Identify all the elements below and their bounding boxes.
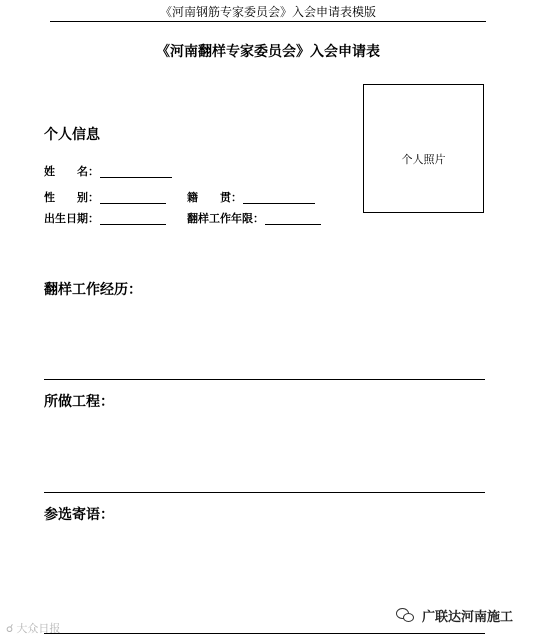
experience-heading: 翻样工作经历： [44,282,142,298]
gender-label: 性 别： [44,191,99,204]
personal-info-heading: 个人信息 [44,127,100,143]
message-heading: 参选寄语： [44,507,114,523]
work-years-input-line[interactable] [265,224,321,225]
birth-field[interactable] [44,212,166,226]
name-input-line[interactable] [100,177,172,178]
experience-rule [44,379,485,380]
source-watermark-text: 大众日报 [16,622,61,635]
page-header: 《河南钢筋专家委员会》入会申请表模版 [159,5,376,19]
birth-label: 出生日期： [44,212,99,225]
work-years-label: 翻样工作年限： [187,212,264,225]
footer-rule [44,633,485,634]
photo-box[interactable] [363,84,484,213]
gender-input-line[interactable] [100,203,166,204]
origin-field[interactable] [187,191,315,205]
name-field[interactable] [44,165,172,179]
header-divider [50,21,486,22]
birth-input-line[interactable] [100,224,166,225]
form-title: 《河南翻样专家委员会》入会申请表 [156,44,380,60]
projects-rule [44,492,485,493]
account-watermark [396,606,513,625]
wechat-icon [396,608,416,624]
account-watermark-text: 广联达河南施工 [422,610,514,625]
origin-label: 籍 贯： [187,191,242,204]
projects-heading: 所做工程： [44,394,114,410]
work-years-field[interactable] [187,212,321,226]
name-label: 姓 名： [44,165,99,178]
sina-weibo-icon: ☌ [6,621,14,635]
gender-field[interactable] [44,191,166,205]
photo-label: 个人照片 [401,153,446,166]
origin-input-line[interactable] [243,203,315,204]
